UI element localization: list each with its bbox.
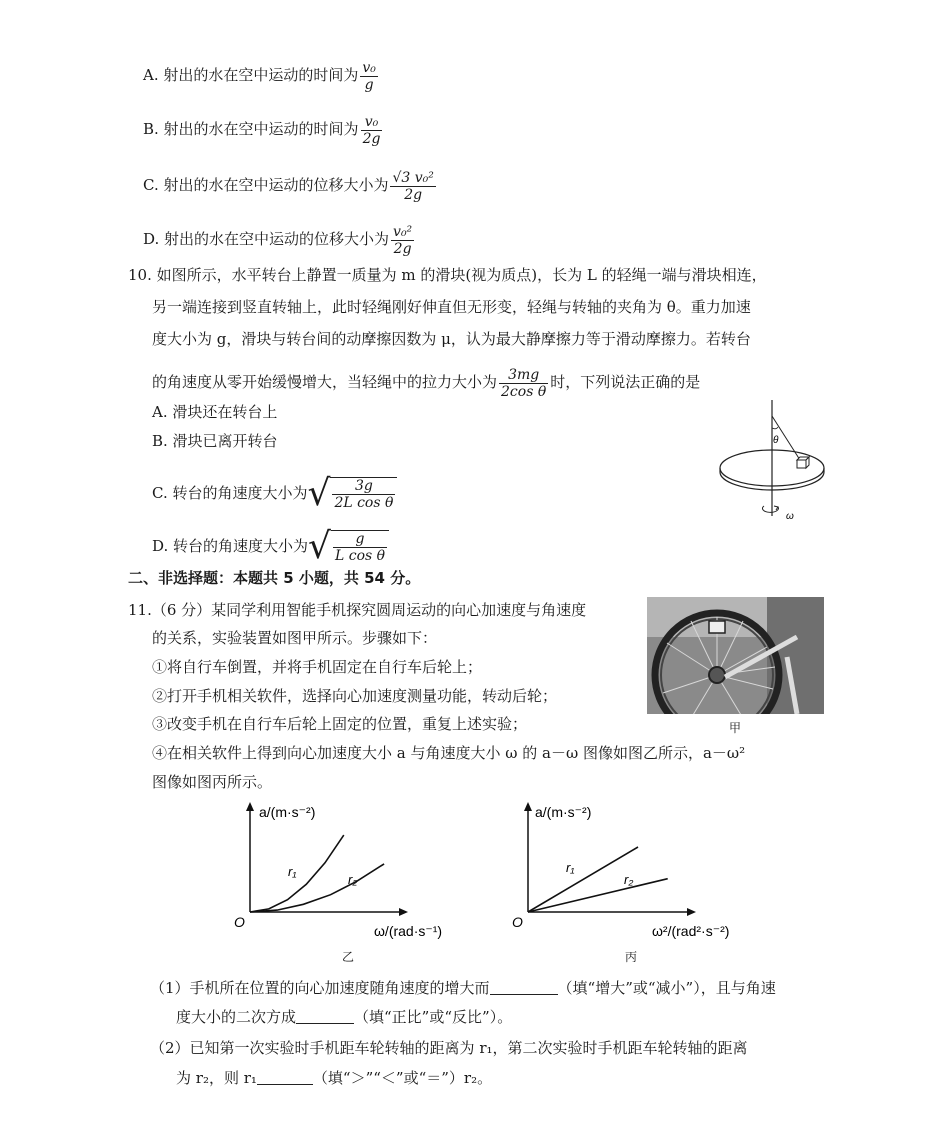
q11-sub1-line2: 度大小的二次方成 （填“正比”或“反比”）。 (176, 1008, 513, 1026)
q11-step-4: ④在相关软件上得到向心加速度大小 a 与角速度大小 ω 的 a－ω 图像如图乙所示，a－ω² (152, 744, 746, 762)
omega-label: ω (786, 511, 794, 522)
q11-step-4b: 图像如图丙所示。 (152, 773, 273, 791)
q11-line-1: 11.（6 分）某同学利用智能手机探究圆周运动的向心加速度与角速度 (128, 601, 587, 619)
slider-block (797, 457, 809, 468)
answer-blank-2[interactable] (296, 1023, 354, 1024)
chart2-series-r1 (528, 847, 638, 912)
q9-option-a-fraction: $\frac{\text{v₀}}{g}$ (362, 60, 376, 93)
q9-option-d-text: D. 射出的水在空中运动的位移大小为 (143, 230, 390, 248)
q9-option-d (143, 224, 416, 258)
q9-option-b-text: B. 射出的水在空中运动的时间为 (143, 120, 359, 138)
theta-label: θ (773, 435, 779, 446)
chart1-series-r1 (250, 835, 344, 912)
q10-option-d-sqrt: √ $\frac{g}{\text{L cos θ}}$ (308, 529, 389, 565)
answer-blank-1[interactable] (490, 994, 558, 995)
q11-line-2: 的关系，实验装置如图甲所示。步骤如下： (152, 629, 438, 647)
answer-blank-3[interactable] (257, 1084, 313, 1085)
chart2-label-r1: r₁ (566, 860, 575, 875)
q10-option-d: D. 转台的角速度大小为√ $\frac{g}{\text{L cos θ}}$ (152, 529, 389, 565)
q11-step-3: ③改变手机在自行车后轮上固定的位置，重复上述实验； (152, 715, 528, 733)
q11-step-1: ①将自行车倒置，并将手机固定在自行车后轮上； (152, 658, 483, 676)
phone-on-wheel (709, 621, 725, 633)
q11-step-2: ②打开手机相关软件，选择向心加速度测量功能，转动后轮； (152, 687, 558, 705)
chart-a-omega-squared (510, 800, 760, 945)
section-heading: 二、非选择题：本题共 5 小题，共 54 分。 (128, 569, 421, 587)
q11-sub1-line1: （1）手机所在位置的向心加速度随角速度的增大而 （填“增大”或“减小”），且与角速 (150, 979, 776, 997)
chart1-ylabel: a/(m·s⁻²) (259, 804, 316, 820)
q11-sub2-line1: （2）已知第一次实验时手机距车轮转轴的距离为 r₁，第二次实验时手机距车轮转轴的距离 (150, 1039, 748, 1057)
chart2-caption: 丙 (625, 950, 638, 964)
chart2-x-arrow (687, 908, 696, 916)
chart1-xlabel: ω/(rad·s⁻¹) (374, 923, 443, 939)
q9-option-b-fraction: $\frac{\text{v₀}}{2g}$ (362, 114, 381, 147)
q9-option-c-fraction: $\frac{\text{√3 v₀²}}{2g}$ (392, 170, 434, 203)
q10-option-a: A. 滑块还在转台上 (152, 403, 278, 421)
q10-option-c: C. 转台的角速度大小为√ $\frac{3g}{\text{2L cos θ}}$ (152, 476, 397, 512)
q9-option-a-text: A. 射出的水在空中运动的时间为 (143, 66, 359, 84)
chart2-ylabel: a/(m·s⁻²) (535, 804, 592, 820)
chart1-y-arrow (246, 802, 254, 811)
q11-sub2-line2: 为 r₂，则 r₁ （填“＞”“＜”或“＝”）r₂。 (176, 1069, 493, 1087)
chart1-label-r1: r₁ (288, 864, 297, 879)
photo-caption: 甲 (729, 721, 742, 735)
turntable-figure (712, 398, 840, 526)
q10-tension-fraction: $\frac{3mg}{\text{2cos θ}}$ (501, 367, 547, 400)
q9-option-d-fraction: $\frac{\text{v₀²}}{2g}$ (393, 224, 413, 257)
q10-line-1: 10. 如图所示，水平转台上静置一质量为 m 的滑块(视为质点)，长为 L 的轻绳一端与滑块相连， (128, 266, 767, 284)
chart2-origin: O (512, 914, 523, 930)
chart-a-omega (232, 800, 464, 945)
chart1-caption: 乙 (342, 950, 355, 964)
chart1-x-arrow (399, 908, 408, 916)
q9-option-a (143, 60, 380, 94)
q10-option-c-sqrt: √ $\frac{3g}{\text{2L cos θ}}$ (307, 476, 397, 512)
chart2-y-arrow (524, 802, 532, 811)
chart2-series-r2 (528, 879, 668, 912)
q9-option-c-text: C. 射出的水在空中运动的位移大小为 (143, 176, 389, 194)
q10-line-4: 的角速度从零开始缓慢增大，当轻绳中的拉力大小为 $\frac{3mg}{\text{2cos θ}}$ 时，下列说法正确的是 (152, 367, 701, 400)
chart2-label-r2: r₂ (624, 872, 634, 887)
chart2-xlabel: ω²/(rad²·s⁻²) (652, 923, 730, 939)
q10-line-2: 另一端连接到竖直转轴上，此时轻绳刚好伸直但无形变，轻绳与转轴的夹角为 θ。重力加速 (152, 298, 751, 316)
q10-option-b: B. 滑块已离开转台 (152, 432, 278, 450)
bicycle-photo (647, 597, 824, 714)
chart1-origin: O (234, 914, 245, 930)
q10-line-3: 度大小为 g，滑块与转台间的动摩擦因数为 μ，认为最大静摩擦力等于滑动摩擦力。若转台 (152, 330, 751, 348)
q9-option-c (143, 170, 438, 204)
q9-option-b (143, 114, 384, 148)
chart1-label-r2: r₂ (348, 872, 358, 887)
